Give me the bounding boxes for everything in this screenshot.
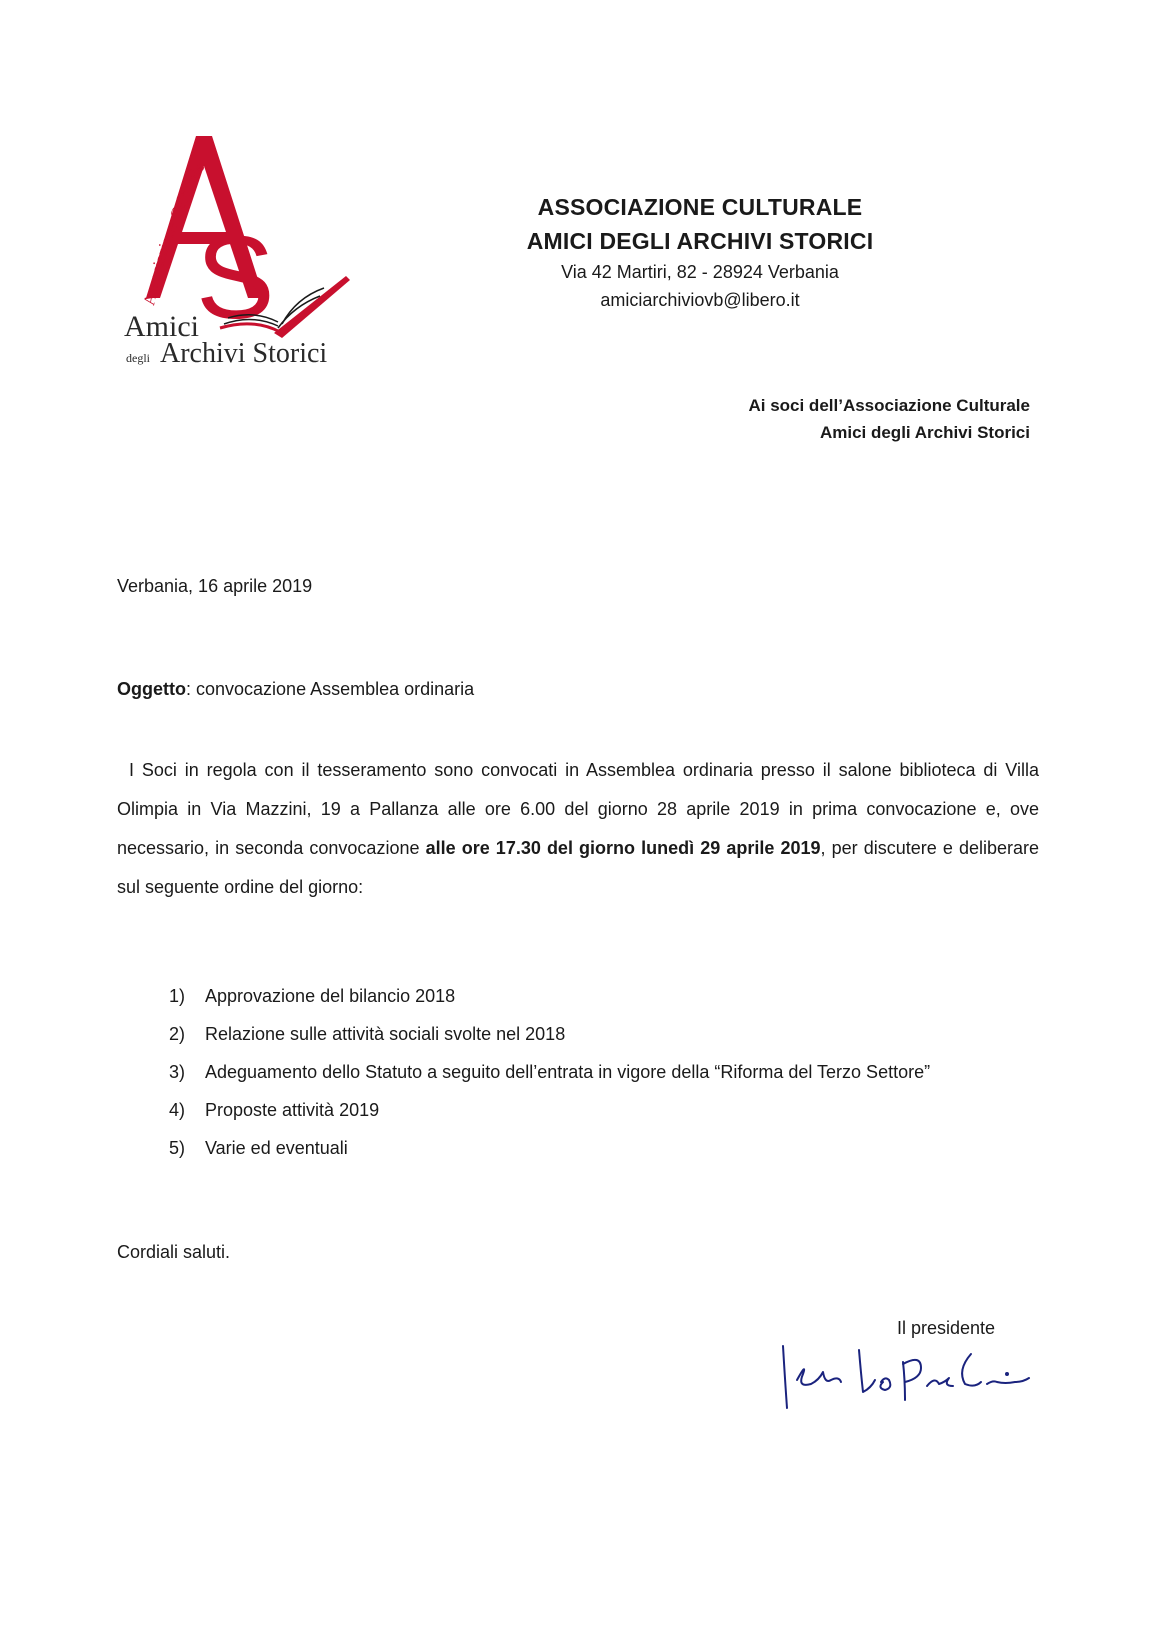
letter-body xyxy=(117,751,1039,907)
logo-line2: Archivi Storici xyxy=(160,338,328,369)
agenda-item-number: 5) xyxy=(168,1138,185,1158)
letter-date: Verbania, 16 aprile 2019 xyxy=(117,576,313,596)
body-part1: I Soci in regola con il tesseramento sono convocati in Assemblea ordinaria presso il salone biblioteca di Villa Olimpia in Via Mazzini, 19 a Pallanza alle ore 6.00 del giorno 28 aprile 2019 in prima convocazione e, ove necessario, in seconda convocazione xyxy=(117,760,1039,858)
body-bold: alle ore 17.30 del giorno lunedì 29 aprile 2019 xyxy=(425,838,821,858)
agenda-item xyxy=(150,984,930,1022)
agenda-item-number: 3) xyxy=(168,1062,185,1082)
logo-arc-text: Associazione Culturale xyxy=(141,160,209,307)
recipient-line1: Ai soci dell’Associazione Culturale xyxy=(748,396,1030,415)
agenda-item-text: Approvazione del bilancio 2018 xyxy=(205,986,456,1006)
org-address: Via 42 Martiri, 82 - 28924 Verbania xyxy=(561,262,839,282)
closing-greeting: Cordiali saluti. xyxy=(117,1242,231,1262)
subject-label: Oggetto xyxy=(117,679,186,699)
org-title-line1: ASSOCIAZIONE CULTURALE xyxy=(537,194,863,220)
agenda-item-text: Proposte attività 2019 xyxy=(205,1100,380,1120)
association-logo xyxy=(124,128,364,390)
agenda-item-number: 4) xyxy=(168,1100,185,1120)
agenda-item-text: Relazione sulle attività sociali svolte nel 2018 xyxy=(205,1024,566,1044)
letter-subject xyxy=(117,677,474,701)
agenda-item xyxy=(150,1022,930,1060)
logo-line2-small: degli xyxy=(126,351,150,365)
body-part2: , per discutere e deliberare sul seguente ordine del giorno: xyxy=(117,838,1039,897)
agenda-item xyxy=(150,1098,930,1136)
agenda-item-number: 2) xyxy=(168,1024,185,1044)
agenda-item-number: 1) xyxy=(168,986,185,1006)
recipient-block xyxy=(748,392,1030,446)
letterhead xyxy=(440,190,960,314)
agenda-item-text: Varie ed eventuali xyxy=(205,1138,348,1158)
org-title-line2: AMICI DEGLI ARCHIVI STORICI xyxy=(526,228,874,254)
recipient-line2: Amici degli Archivi Storici xyxy=(819,423,1030,442)
subject-text: : convocazione Assemblea ordinaria xyxy=(186,679,475,699)
agenda-item xyxy=(150,1060,930,1098)
signatory-title: Il presidente xyxy=(897,1318,996,1338)
signature-image xyxy=(775,1340,1035,1412)
agenda-item xyxy=(150,1136,930,1174)
logo-line1: Amici xyxy=(124,310,199,343)
agenda-item-text: Adeguamento dello Statuto a seguito dell’entrata in vigore della “Riforma del Terzo Settore” xyxy=(205,1062,931,1082)
logo-letter-s: S xyxy=(196,212,275,344)
org-email: amiciarchiviovb@libero.it xyxy=(600,290,800,310)
agenda-list xyxy=(150,984,930,1174)
